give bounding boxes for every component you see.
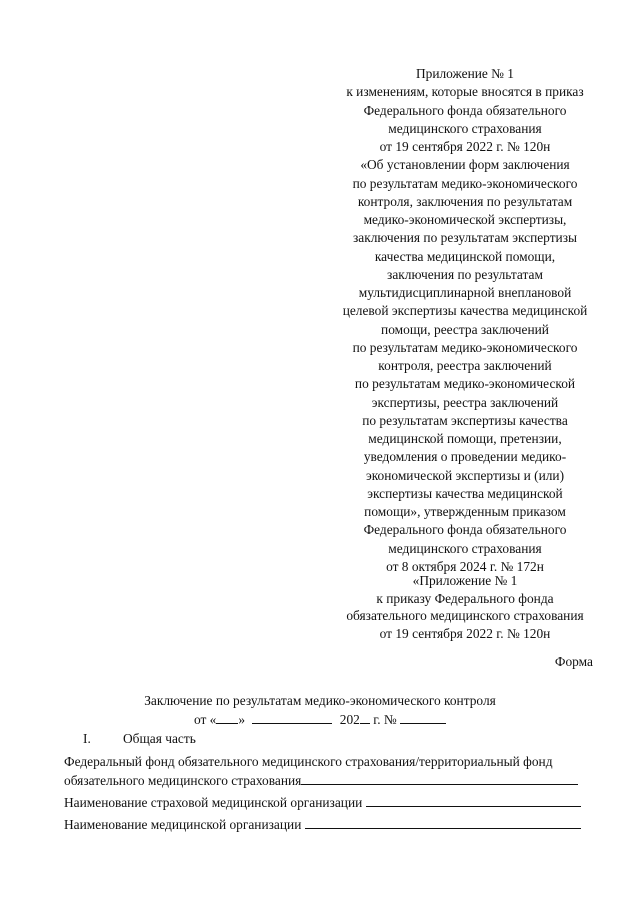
section-number: I. [83, 731, 91, 746]
appendix-line: помощи, реестра заключений [381, 321, 549, 337]
appendix-line: по результатам медико-экономического [352, 339, 578, 355]
form-label: Форма [554, 654, 593, 669]
appendix-line: от 19 сентября 2022 г. № 120н [379, 139, 551, 154]
insurer-field-label: Наименование страховой медицинской организации [64, 795, 363, 810]
appendix-line: медицинской помощи, претензии, [368, 431, 562, 446]
insurer-blank-field[interactable] [366, 793, 581, 807]
order-line: к приказу Федерального фонда [376, 590, 554, 606]
date-day-close: » [238, 712, 246, 727]
medical-org-field-label: Наименование медицинской организации [64, 817, 302, 832]
order-line: от 19 сентября 2022 г. № 120н [379, 625, 551, 641]
fund-field-line1: Федеральный фонд обязательного медицинского страхования/территориальный фонд [64, 754, 553, 769]
order-line: «Приложение № 1 [412, 573, 518, 588]
appendix-line: Федерального фонда обязательного [363, 522, 567, 538]
appendix-line: заключения по результатам экспертизы [352, 230, 578, 246]
appendix-line: экономической экспертизы и (или) [365, 467, 565, 483]
appendix-line: по результатам медико-экономического [352, 175, 578, 191]
order-header [300, 572, 630, 642]
medical-org-blank-field[interactable] [305, 815, 581, 829]
appendix-line: качества медицинской помощи, [374, 248, 556, 264]
appendix-line: медицинского страхования [388, 120, 542, 136]
appendix-line: экспертизы, реестра заключений [371, 394, 559, 410]
number-blank-field[interactable] [400, 723, 446, 724]
date-year-suffix: г. № [373, 712, 397, 727]
medical-org-field [64, 815, 581, 833]
fund-blank-field[interactable] [301, 771, 578, 785]
appendix-line: медико-экономической экспертизы, [363, 212, 567, 227]
insurer-field [64, 793, 581, 811]
appendix-line: помощи», утвержденным приказом [364, 504, 566, 519]
month-blank-field[interactable] [252, 723, 332, 724]
appendix-line: мультидисциплинарной внеплановой [358, 285, 572, 300]
appendix-line: Приложение № 1 [415, 66, 515, 81]
date-year-label: 202 [339, 712, 360, 727]
appendix-line: от 8 октября 2024 г. № 172н [386, 558, 544, 574]
day-blank-field[interactable] [216, 723, 238, 724]
appendix-line: контроля, реестра заключений [378, 358, 552, 373]
appendix-line: медицинского страхования [388, 540, 542, 556]
document-title: Заключение по результатам медико-экономического контроля [144, 693, 496, 708]
appendix-line: «Об установлении форм заключения [360, 157, 570, 173]
date-from-label: от « [193, 712, 217, 727]
section-title: Общая часть [123, 731, 196, 746]
appendix-line: заключения по результатам [387, 266, 543, 282]
appendix-line: к изменениям, которые вносятся в приказ [346, 84, 584, 100]
appendix-line: Федерального фонда обязательного [363, 102, 567, 118]
appendix-header [300, 65, 630, 576]
appendix-line: по результатам медико-экономической [354, 376, 576, 392]
year-blank-field[interactable] [360, 723, 370, 724]
appendix-line: целевой экспертизы качества медицинской [342, 303, 588, 319]
order-line: обязательного медицинского страхования [346, 608, 584, 623]
appendix-line: контроля, заключения по результатам [357, 193, 573, 209]
appendix-line: уведомления о проведении медико- [363, 449, 567, 465]
appendix-line: по результатам экспертизы качества [362, 412, 568, 428]
fund-field-label: обязательного медицинского страхования [64, 773, 302, 788]
fund-field-line2 [64, 771, 578, 789]
date-number-line [0, 712, 640, 728]
appendix-line: экспертизы качества медицинской [367, 485, 563, 501]
section-heading [83, 731, 196, 747]
